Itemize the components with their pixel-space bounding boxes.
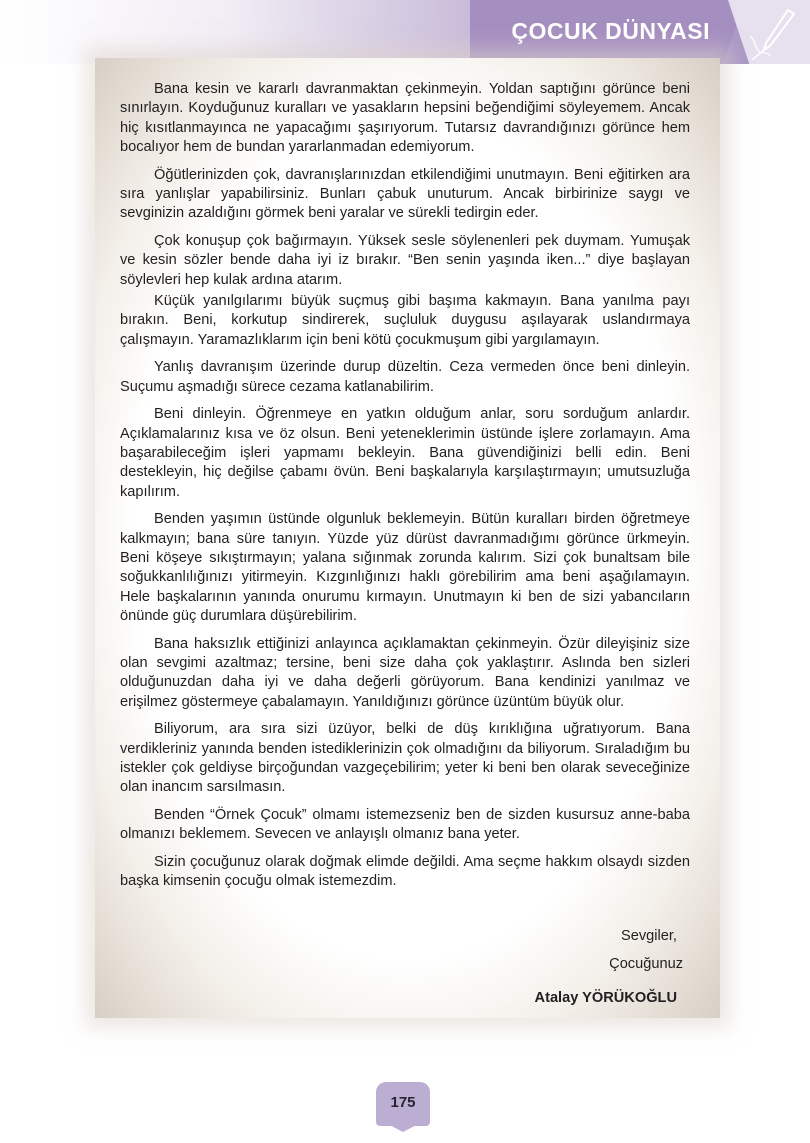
closing-greeting: Sevgiler, [621, 928, 677, 944]
paragraph: Benden “Örnek Çocuk” olmamı istemezseniz ben de sizden kusursuz anne-baba olmanızı beklemem. Sevecen ve anlayışlı olmanız bana yeter. [120, 806, 690, 843]
paragraph: Çok konuşup çok bağırmayın. Yüksek sesle söylenenleri pek duymam. Yumuşak ve kesin sözler bende daha iyi iz bırakır. “Ben senin yaşında iken...” diye başlayan söylevleri hep kulak ardına atarım. [120, 232, 690, 288]
paragraph: Öğütlerinizden çok, davranışlarınızdan etkilendiğimi unutmayın. Beni eğitirken ara sıra yanlışlar yapabilirsiniz. Bunları çabuk unuturum. Ancak birbirinize saygı ve sevginizin azaldığını görmek beni yaralar ve sürekli tedirgin eder. [120, 166, 690, 222]
paragraph: Beni dinleyin. Öğrenmeye en yatkın olduğum anlar, soru sorduğum anlardır. Açıklamalarınız kısa ve öz olsun. Beni yeteneklerimin üstünde işlere zorlamayın. Ama başarabileceğim işleri yapmamı bekleyin. Bana güvendiğinizi belli edin. Beni destekleyin, hiç değilse çabamı övün. Beni başkalarıyla karşılaştırmayın; umutsuzluğa kapılırım. [120, 406, 690, 500]
paragraph: Küçük yanılgılarımı büyük suçmuş gibi başıma kakmayın. Bana yanılma payı bırakın. Beni, korkutup sindirerek, suçluluk duygusu aşılayarak uslandırmaya çalışmayın. Yaramazlıklarım için beni kötü çocukmuşum gibi yargılamayın. [120, 293, 690, 348]
author-name: Atalay YÖRÜKOĞLU [534, 990, 677, 1006]
pen-icon [748, 6, 798, 62]
paragraph: Bana kesin ve kararlı davranmaktan çekinmeyin. Yoldan saptığını görünce beni sınırlayın. Koyduğunuz kuralları ve yasakların hepsini beğendiğimi söyleyemem. Ancak hiç kısıtlanmayınca ne yapacağımı şaşırıyorum. Tutarsız davrandığınızı görünce hem bocalıyor hem de bundan yararlanmadan edemiyorum. [120, 81, 690, 156]
paragraph: Sizin çocuğunuz olarak doğmak elimde değildi. Ama seçme hakkım olsaydı sizden başka kimsenin çocuğu olmak istemezdim. [120, 853, 690, 890]
closing-signature: Çocuğunuz [609, 956, 683, 972]
paragraph: Benden yaşımın üstünde olgunluk beklemeyin. Bütün kuralları birden öğretmeye kalkmayın; bana süre tanıyın. Yüzde yüz dürüst davranmadığımı görünce ürkmeyin. Beni köşeye sıkıştırmayın; yalana sığınmak zorunda kalırım. Sizi çok bunaltsam bile soğukkanlılığınızı yitirmeyin. Kızgınlığınızı haklı görebilirim ama beni aşağılamayın. Hele başkalarının yanında onurumu kırmayın. Unutmayın ki ben de sizi yabancıların önünde güç durumlara düşürebilirim. [120, 511, 690, 625]
letter-body [120, 80, 690, 899]
paragraph: Yanlış davranışım üzerinde durup düzeltin. Ceza vermeden önce beni dinleyin. Suçumu aşmadığı sürece cezama katlanabilirim. [120, 359, 690, 395]
page-number: 175 [390, 1094, 416, 1111]
paragraph: Bana haksızlık ettiğinizi anlayınca açıklamaktan çekinmeyin. Özür dileyişiniz size olan sevgimi azaltmaz; tersine, beni size daha çok yaklaştırır. Aslında ben sizleri olduğunuzdan daha iyi ve daha değerli görüyorum. Bana kendinizi yanılmaz ve erişilmez göstermeye çabalamayın. Yanıldığınızı görünce üzüntüm büyük olur. [120, 635, 690, 710]
section-title: ÇOCUK DÜNYASI [511, 18, 710, 44]
paragraph: Biliyorum, ara sıra sizi üzüyor, belki de düş kırıklığına uğratıyorum. Bana verdikleriniz yanında benden istediklerinizin çok olmadığını da biliyorum. Sıraladığım bu istekler çok geldiyse birçoğundan vazgeçebilirim; yeter ki beni ben olarak seveceğinize olan inancım sarsılmasın. [120, 721, 690, 796]
